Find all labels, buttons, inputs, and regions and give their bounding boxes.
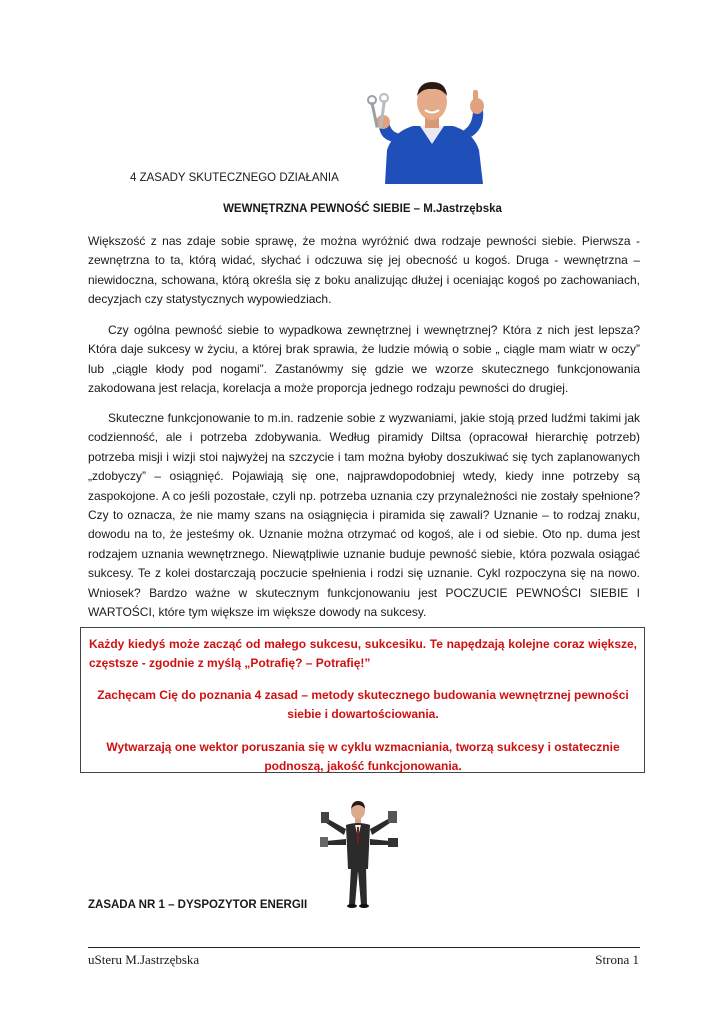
highlight-box [80,627,645,773]
footer-author: uSteru M.Jastrzębska [88,952,200,967]
paragraph-1: Większość z nas zdaje sobie sprawę, że można wyróżnić dwa rodzaje pewności siebie. Pierwsza - zewnętrzna to ta, którą widać, słychać i odczuwa się jej obecność u kogoś. Druga - wewnętrzna – niewidoczna, schowana, którą określa się z boku analizując dłużej i oceniając kogoś po zachowaniach, decyzjach czy statystycznych wypowiedziach. [88,234,640,307]
worker-thumbs-up-image [365,80,500,184]
highlight-text-3: Wytwarzają one wektor poruszania się w cyklu wzmacniania, tworzą sukcesy i ostatecznie podnoszą, jakość funkcjonowania. [106,740,620,774]
document-title: 4 ZASADY SKUTECZNEGO DZIAŁANIA [130,172,339,184]
highlight-text-2: Zachęcam Cię do poznania 4 zasad – metody skutecznego budowania wewnętrznej pewności siebie i dowartościowania. [97,688,629,722]
footer-page-number: Strona 1 [595,952,639,967]
footer-divider [88,947,640,948]
paragraph-3: Skuteczne funkcjonowanie to m.in. radzenie sobie z wyzwaniami, jakie stoją przed ludźmi takimi jak codzienność, ale i potrzeba zdobywania. Według piramidy Diltsa (opracował hierarchię potrzeb) potrzeba misji i wizji stoi najwyżej na szczycie i tam można byłoby doszukiwać się tych zaplanowanych „zdobyczy” – osiągnięć. Pojawiają się one, najprawdopodobniej wtedy, kiedy inne potrzeby są zaspokojone. A co jeśli pozostałe, czyli np. potrzeba uznania czy przynależności nie zostały spełnione? Czy to oznacza, że nie mamy szans na osiągnięcia i piramida się zawali? Uznanie – to rodzaj znaku, dowodu na to, że jesteśmy ok. Uznanie można otrzymać od kogoś, ale i od siebie. Oto np. duma jest rodzajem uznania wewnętrznego. Niewątpliwie uznanie buduje pewność siebie, która pozwala osiągać sukcesy. Te z kolei dostarczają poczucie spełnienia i rodzi się uznanie. Cykl rozpoczyna się na nowo. Wniosek? Bardzo ważne w skutecznym funkcjonowaniu jest POCZUCIE PEWNOŚCI SIEBIE I WARTOŚCI, które tym większe im większe dowody na sukcesy. [88,411,640,620]
highlight-text-1: Każdy kiedyś może zacząć od małego sukcesu, sukcesiku. Te napędzają kolejne coraz większe, częstsze - zgodnie z myślą „Potrafię? – Potrafię!” [89,637,637,671]
section-heading: ZASADA NR 1 – DYSPOZYTOR ENERGII [88,899,308,911]
paragraph-2: Czy ogólna pewność siebie to wypadkowa zewnętrznej i wewnętrznej? Która z nich jest lepsza? Która daje sukcesy w życiu, a której brak sprawia, że ludzie mówią o sobie „ ciągle mam wiatr w oczy” lub „ciągle kłody pod nogami”. Zastanówmy się gdzie we wzorze skutecznego funkcjonowania zakodowana jest relacja, korelacja a może proporcja jednego rodzaju pewności do drugiej. [88,323,640,396]
businessman-multitasking-image [318,797,400,909]
document-subtitle: WEWNĘTRZNA PEWNOŚĆ SIEBIE – M.Jastrzębska [223,203,502,215]
